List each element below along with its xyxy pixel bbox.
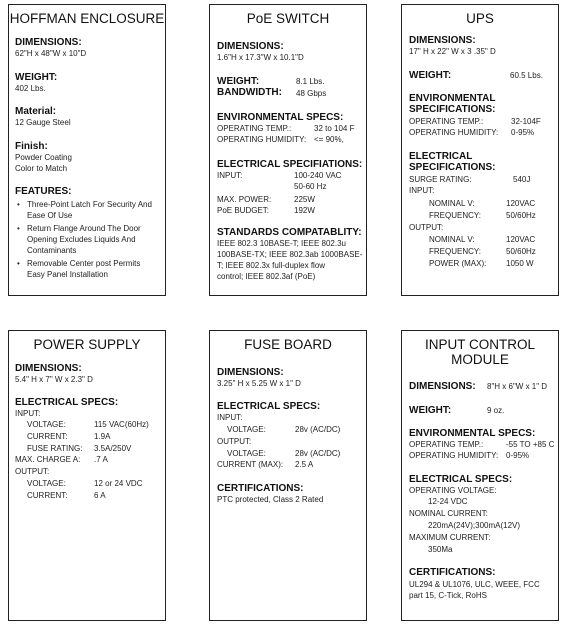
poe-ophum-label: OPERATING HUMIDITY: bbox=[217, 135, 307, 144]
feature-line: Opening Excludes Liquids And bbox=[27, 235, 136, 244]
poe-standards-line: control; IEEE 802.3af (PoE) bbox=[217, 272, 316, 281]
feature-line: • Return Flange Around The Door bbox=[27, 224, 141, 233]
hoffman-weight-heading: WEIGHT: bbox=[15, 72, 58, 83]
psu-elec-heading: ELECTRICAL SPECS: bbox=[15, 397, 119, 408]
psu-dimensions-value: 5.4" H x 7" W x 2.3" D bbox=[15, 375, 93, 384]
ups-elec-heading-2: SPECIFICATIONS: bbox=[409, 162, 496, 173]
hoffman-finish-value-1: Powder Coating bbox=[15, 153, 72, 162]
poe-title: PoE SWITCH bbox=[246, 11, 330, 26]
icm-title-line-2: MODULE bbox=[451, 352, 509, 367]
icm-weight-value: 9 oz. bbox=[487, 406, 505, 415]
hoffman-feature-item bbox=[27, 223, 141, 256]
icm-title-line-1: INPUT CONTROL bbox=[424, 337, 535, 352]
fuse-current-value: 2.5 A bbox=[295, 460, 314, 469]
fuse-in-voltage-label: VOLTAGE: bbox=[227, 425, 266, 434]
psu-maxcharge-value: .7 A bbox=[94, 455, 108, 464]
ups-power-value: 1050 W bbox=[506, 259, 534, 268]
icm-opvoltage-label: OPERATING VOLTAGE: bbox=[409, 486, 497, 495]
fuse-cert-value: PTC protected, Class 2 Rated bbox=[217, 495, 324, 504]
icm-cert-heading: CERTIFICATIONS: bbox=[409, 567, 496, 578]
psu-title: POWER SUPPLY bbox=[33, 337, 141, 352]
icm-nominal-label: NOMINAL CURRENT: bbox=[409, 509, 488, 518]
ups-power-label: POWER (MAX): bbox=[429, 259, 487, 268]
poe-optemp-label: OPERATING TEMP.: bbox=[217, 124, 292, 133]
feature-line: Contaminants bbox=[27, 246, 77, 255]
ups-surge-value: 540J bbox=[513, 175, 531, 184]
fuse-in-voltage-value: 28v (AC/DC) bbox=[295, 425, 341, 434]
icm-optemp-value: -55 TO +85 C bbox=[506, 440, 555, 449]
hoffman-enclosure-card bbox=[8, 4, 166, 296]
power-supply-card bbox=[8, 330, 166, 621]
psu-current-value: 1.9A bbox=[94, 432, 111, 441]
poe-standards-line: 100BASE-TX; IEEE 802.3ab 1000BASE- bbox=[217, 250, 363, 259]
psu-voltage-value: 115 VAC(60Hz) bbox=[94, 420, 149, 429]
ups-title: UPS bbox=[466, 11, 494, 26]
ups-input-label: INPUT: bbox=[409, 186, 435, 195]
icm-cert-line: part 15, C-Tick, RoHS bbox=[409, 591, 487, 600]
poe-switch-card bbox=[209, 4, 367, 296]
ups-out-frequency-value: 50/60Hz bbox=[506, 247, 536, 256]
ups-output-label: OUTPUT: bbox=[409, 223, 444, 232]
ups-env-heading-2: SPECIFICATIONS: bbox=[409, 104, 496, 115]
psu-maxcharge-label: MAX. CHARGE A: bbox=[15, 455, 81, 464]
psu-out-voltage-label: VOLTAGE: bbox=[27, 479, 66, 488]
icm-cert-line: UL294 & UL1076, ULC, WEEE, FCC bbox=[409, 580, 540, 589]
feature-line: • Three-Point Latch For Security And bbox=[27, 200, 152, 209]
fuse-elec-heading: ELECTRICAL SPECS: bbox=[217, 401, 321, 412]
psu-dimensions-heading: DIMENSIONS: bbox=[15, 363, 82, 374]
poe-maxpower-label: MAX. POWER: bbox=[217, 195, 272, 204]
feature-line: Ease Of Use bbox=[27, 211, 73, 220]
ups-out-nominal-value: 120VAC bbox=[506, 235, 536, 244]
poe-weight-heading: WEIGHT: bbox=[217, 76, 260, 87]
ups-elec-heading-1: ELECTRICAL bbox=[409, 151, 473, 162]
psu-current-label: CURRENT: bbox=[27, 432, 68, 441]
poe-input-value-2: 50-60 Hz bbox=[294, 182, 327, 191]
icm-ophum-label: OPERATING HUMIDITY: bbox=[409, 451, 499, 460]
ups-in-frequency-value: 50/60Hz bbox=[506, 211, 536, 220]
ups-ophum-label: OPERATING HUMIDITY: bbox=[409, 128, 499, 137]
ups-in-nominal-value: 120VAC bbox=[506, 199, 536, 208]
fuse-current-label: CURRENT (MAX): bbox=[217, 460, 284, 469]
hoffman-weight-value: 402 Lbs. bbox=[15, 84, 46, 93]
hoffman-finish-value-2: Color to Match bbox=[15, 164, 68, 173]
icm-nominal-value: 220mA(24V);300mA(12V) bbox=[428, 521, 521, 530]
poe-weight-value: 8.1 Lbs. bbox=[296, 77, 325, 86]
hoffman-features-heading: FEATURES: bbox=[15, 186, 72, 197]
ups-card bbox=[401, 4, 559, 296]
poe-dimensions-value: 1.6"H x 17.3"W x 10.1"D bbox=[217, 53, 304, 62]
psu-fuse-label: FUSE RATING: bbox=[27, 444, 83, 453]
icm-optemp-label: OPERATING TEMP.: bbox=[409, 440, 484, 449]
ups-out-frequency-label: FREQUENCY: bbox=[429, 247, 482, 256]
hoffman-feature-item bbox=[27, 258, 140, 280]
fuse-board-card bbox=[209, 330, 367, 621]
psu-out-voltage-value: 12 or 24 VDC bbox=[94, 479, 143, 488]
ups-weight-heading: WEIGHT: bbox=[409, 70, 452, 81]
icm-ophum-value: 0-95% bbox=[506, 451, 530, 460]
ups-surge-label: SURGE RATING: bbox=[409, 175, 472, 184]
fuse-dimensions-value: 3.25" H x 5.25 W x 1" D bbox=[217, 379, 301, 388]
poe-standards-line: IEEE 802.3 10BASE-T; IEEE 802.3u bbox=[217, 239, 346, 248]
feature-line: • Removable Center post Permits bbox=[27, 259, 141, 268]
ups-optemp-value: 32-104F bbox=[511, 117, 541, 126]
icm-maximum-value: 350Ma bbox=[428, 545, 453, 554]
fuse-input-label: INPUT: bbox=[217, 413, 243, 422]
poe-input-value-1: 100-240 VAC bbox=[294, 171, 342, 180]
psu-fuse-value: 3.5A/250V bbox=[94, 444, 132, 453]
hoffman-dimensions-value: 62"H x 48"W x 10"D bbox=[15, 49, 87, 58]
psu-input-label: INPUT: bbox=[15, 409, 41, 418]
poe-ophum-value: <= 90%, bbox=[314, 135, 344, 144]
fuse-dimensions-heading: DIMENSIONS: bbox=[217, 367, 284, 378]
ups-out-nominal-label: NOMINAL V: bbox=[429, 235, 475, 244]
poe-bandwidth-heading: BANDWIDTH: bbox=[217, 87, 282, 98]
hoffman-finish-heading: Finish: bbox=[15, 141, 48, 152]
icm-opvoltage-value: 12-24 VDC bbox=[428, 497, 468, 506]
ups-in-frequency-label: FREQUENCY: bbox=[429, 211, 482, 220]
poe-standards-heading: STANDARDS COMPATABLITY: bbox=[217, 227, 362, 238]
ups-weight-value: 60.5 Lbs. bbox=[510, 71, 543, 80]
poe-dimensions-heading: DIMENSIONS: bbox=[217, 41, 284, 52]
poe-bandwidth-value: 48 Gbps bbox=[296, 89, 327, 98]
fuse-out-voltage-label: VOLTAGE: bbox=[227, 449, 266, 458]
icm-weight-heading: WEIGHT: bbox=[409, 405, 452, 416]
hoffman-material-heading: Material: bbox=[15, 106, 57, 117]
hoffman-material-value: 12 Gauge Steel bbox=[15, 118, 71, 127]
fuse-out-voltage-value: 28v (AC/DC) bbox=[295, 449, 341, 458]
psu-out-current-label: CURRENT: bbox=[27, 491, 68, 500]
fuse-output-label: OUTPUT: bbox=[217, 437, 252, 446]
poe-standards-line: T; IEEE 802.3x full-duplex flow bbox=[217, 261, 326, 270]
feature-line: Easy Panel Installation bbox=[27, 270, 108, 279]
poe-input-label: INPUT: bbox=[217, 171, 243, 180]
psu-voltage-label: VOLTAGE: bbox=[27, 420, 66, 429]
poe-maxpower-value: 225W bbox=[294, 195, 315, 204]
input-control-module-card bbox=[401, 330, 559, 621]
psu-output-label: OUTPUT: bbox=[15, 467, 50, 476]
icm-dimensions-heading: DIMENSIONS: bbox=[409, 381, 476, 392]
hoffman-feature-item bbox=[27, 199, 152, 221]
hoffman-title: HOFFMAN ENCLOSURE bbox=[9, 11, 165, 26]
poe-optemp-value: 32 to 104 F bbox=[314, 124, 355, 133]
ups-dimensions-heading: DIMENSIONS: bbox=[409, 35, 476, 46]
icm-env-heading: ENVIRONMENTAL SPECS: bbox=[409, 428, 536, 439]
icm-elec-heading: ELECTRICAL SPECS: bbox=[409, 474, 513, 485]
ups-dimensions-value: 17" H x 22" W x 3 .35" D bbox=[409, 47, 496, 56]
psu-out-current-value: 6 A bbox=[94, 491, 106, 500]
hoffman-dimensions-heading: DIMENSIONS: bbox=[15, 37, 82, 48]
fuse-title: FUSE BOARD bbox=[244, 337, 332, 352]
poe-elec-heading: ELECTRICAL SPECIFIATIONS: bbox=[217, 159, 363, 170]
ups-in-nominal-label: NOMINAL V: bbox=[429, 199, 475, 208]
icm-dimensions-value: 8"H x 6"W x 1" D bbox=[487, 382, 548, 391]
ups-optemp-label: OPERATING TEMP.: bbox=[409, 117, 484, 126]
poe-env-heading: ENVIRONMENTAL SPECS: bbox=[217, 112, 344, 123]
icm-maximum-label: MAXIMUM CURRENT: bbox=[409, 533, 491, 542]
ups-env-heading-1: ENVIRONMENTAL bbox=[409, 93, 496, 104]
poe-budget-value: 192W bbox=[294, 206, 315, 215]
poe-budget-label: PoE BUDGET: bbox=[217, 206, 270, 215]
ups-ophum-value: 0-95% bbox=[511, 128, 535, 137]
fuse-cert-heading: CERTIFICATIONS: bbox=[217, 483, 304, 494]
